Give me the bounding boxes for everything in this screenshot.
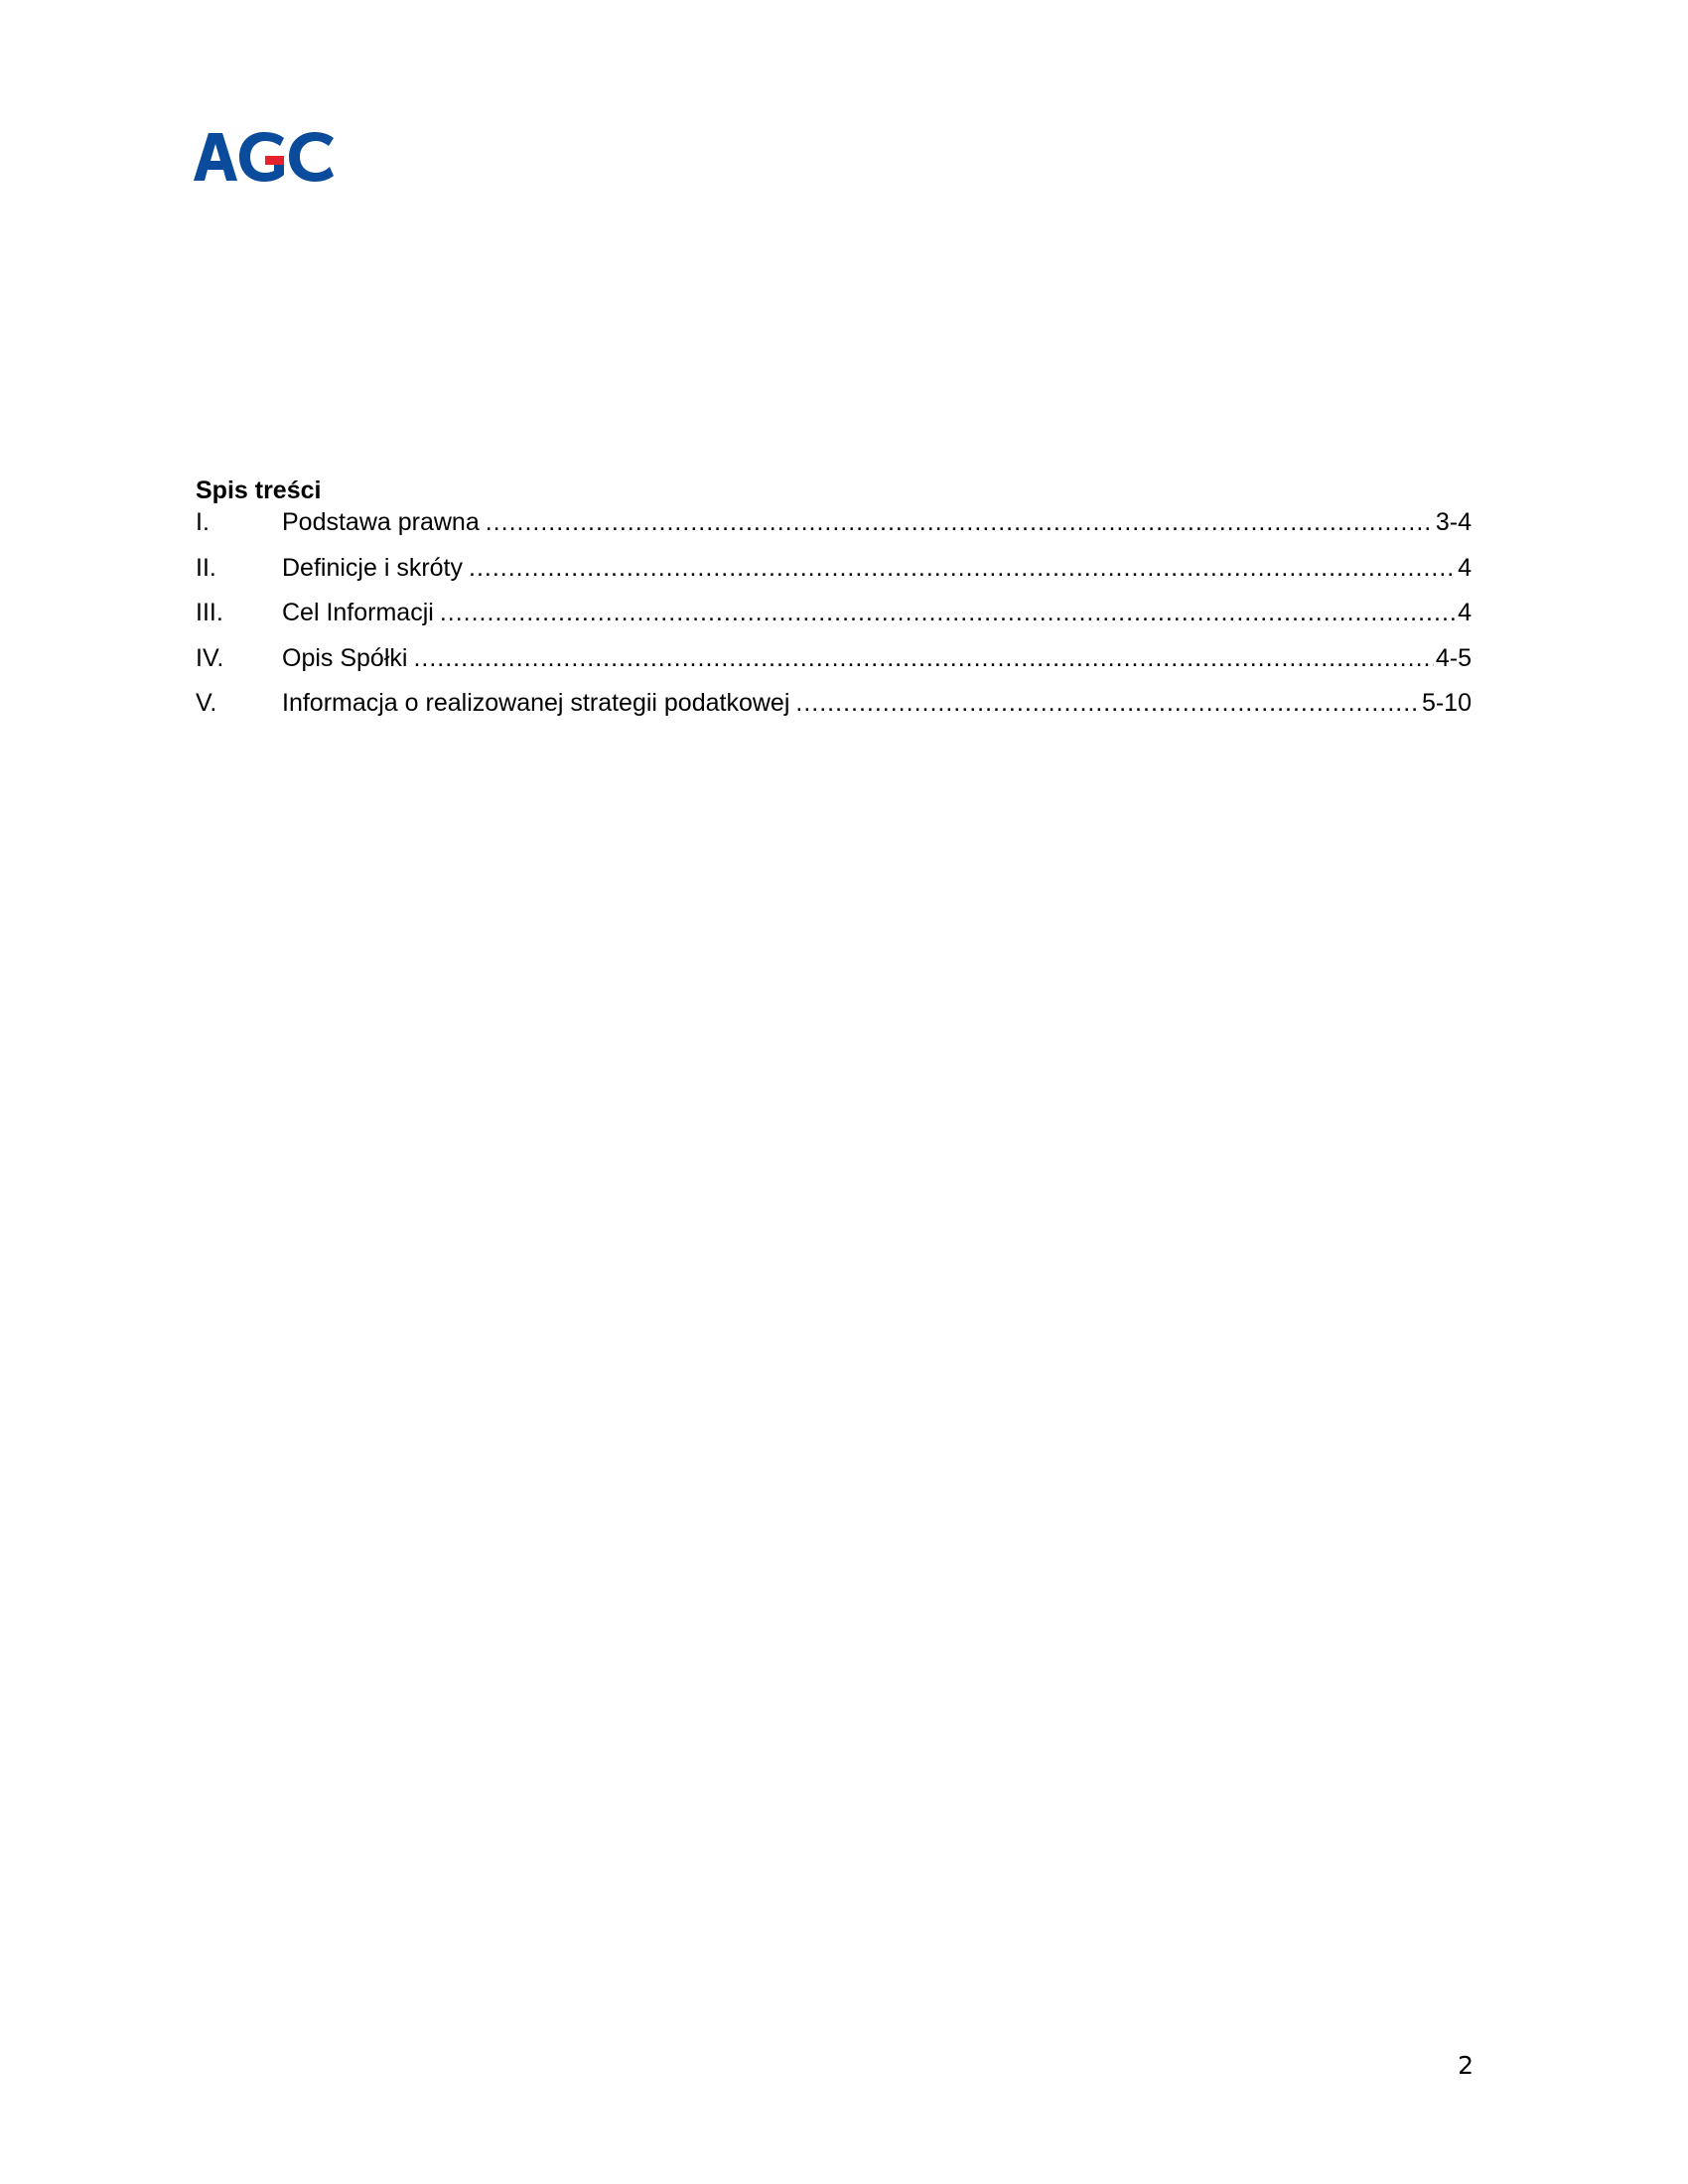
agc-logo-graphic [192, 127, 341, 187]
toc-entry-number: V. [196, 689, 217, 717]
toc-entry-title: Informacja o realizowanej strategii podatkowej [282, 689, 790, 717]
toc-dot-leader [469, 552, 1456, 584]
agc-logo [192, 127, 341, 187]
toc-entry-title: Podstawa prawna [282, 508, 480, 536]
toc-entry[interactable] [196, 642, 1472, 688]
toc-entry-pages: 3-4 [1435, 508, 1472, 536]
toc-dot-leader [413, 642, 1433, 674]
toc-entry-title: Cel Informacji [282, 599, 434, 626]
table-of-contents [196, 475, 1472, 733]
toc-entry-number: I. [196, 508, 210, 536]
toc-dot-leader [795, 687, 1420, 719]
toc-entry-pages: 4-5 [1435, 643, 1472, 672]
toc-entry-number: III. [196, 599, 223, 626]
toc-entry-number: II. [196, 553, 216, 582]
toc-entry-title: Definicje i skróty [282, 553, 463, 582]
toc-entry-pages: 4 [1458, 553, 1472, 582]
toc-entry[interactable] [196, 552, 1472, 598]
toc-dot-leader [440, 597, 1456, 628]
toc-entry-pages: 5-10 [1421, 689, 1472, 717]
page-number: 2 [1458, 2051, 1474, 2080]
toc-heading: Spis treści [196, 477, 322, 504]
toc-entry[interactable] [196, 687, 1472, 733]
toc-entry[interactable] [196, 506, 1472, 552]
toc-dot-leader [486, 506, 1434, 538]
toc-entry-number: IV. [196, 643, 224, 672]
toc-entry-pages: 4 [1458, 599, 1472, 626]
toc-list [196, 506, 1472, 733]
toc-entry-title: Opis Spółki [282, 643, 408, 672]
toc-entry[interactable] [196, 597, 1472, 642]
